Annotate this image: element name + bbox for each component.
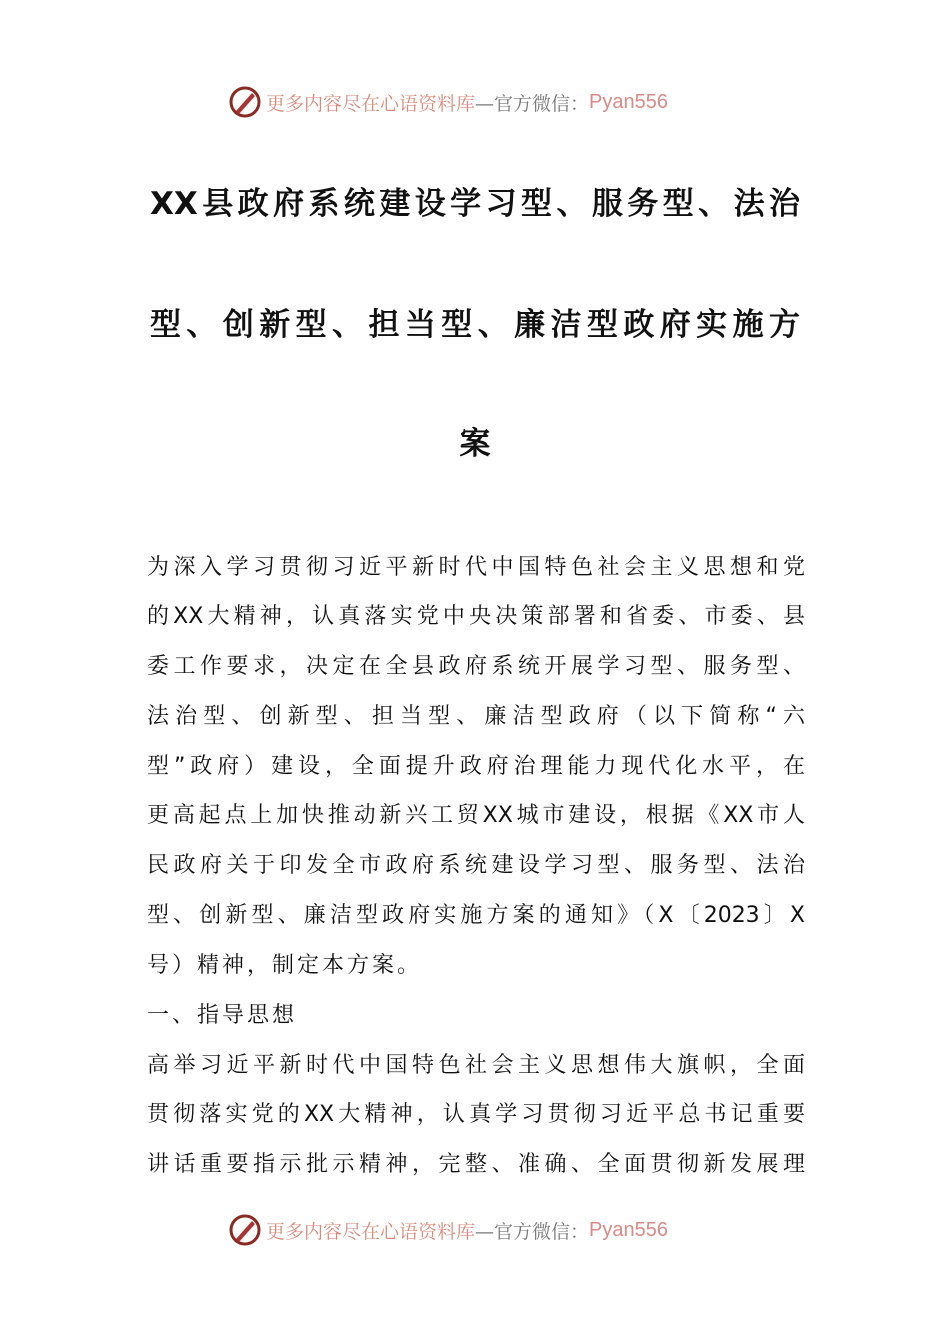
watermark-header (228, 82, 668, 122)
document-title-line-2: 型、创新型、担当型、廉洁型政府实施方 (150, 307, 800, 343)
pen-logo-icon (228, 1213, 262, 1247)
body-line: 号）精神，制定本方案。 (147, 953, 423, 978)
body-line: 更高起点上加快推动新兴工贸XX城市建设，根据《XX市人 (147, 803, 805, 828)
document-title-line-3: 案 (459, 426, 491, 462)
watermark-text: 更多内容尽在心语资料库 (266, 1220, 476, 1243)
watermark-wechat-label: —官方微信： (475, 92, 590, 115)
body-line: 高举习近平新时代中国特色社会主义思想伟大旗帜，全面 (147, 1053, 805, 1078)
watermark-text: 更多内容尽在心语资料库 (266, 92, 476, 115)
document-title-line-1: XX县政府系统建设学习型、服务型、法治 (150, 186, 800, 222)
body-line: 为深入学习贯彻习近平新时代中国特色社会主义思想和党 (147, 555, 805, 580)
body-line: 讲话重要指示批示精神，完整、准确、全面贯彻新发展理 (147, 1152, 805, 1177)
watermark-wechat-label: —官方微信： (475, 1220, 590, 1243)
body-line: 法治型、创新型、担当型、廉洁型政府（以下简称“六 (147, 704, 805, 729)
watermark-wechat-id: Pyan556 (589, 1218, 668, 1241)
watermark-wechat-id: Pyan556 (589, 90, 668, 113)
body-line: 型”政府）建设，全面提升政府治理能力现代化水平，在 (147, 754, 805, 779)
body-line: 民政府关于印发全市政府系统建设学习型、服务型、法治 (147, 853, 805, 878)
section-heading: 一、指导思想 (147, 1003, 298, 1028)
body-line: 贯彻落实党的XX大精神，认真学习贯彻习近平总书记重要 (147, 1102, 805, 1127)
body-line: 委工作要求，决定在全县政府系统开展学习型、服务型、 (147, 654, 805, 679)
watermark-footer (228, 1210, 668, 1250)
body-line: 的XX大精神，认真落实党中央决策部署和省委、市委、县 (147, 604, 805, 629)
body-line: 型、创新型、廉洁型政府实施方案的通知》（X〔2023〕X (147, 903, 805, 928)
pen-logo-icon (228, 85, 262, 119)
